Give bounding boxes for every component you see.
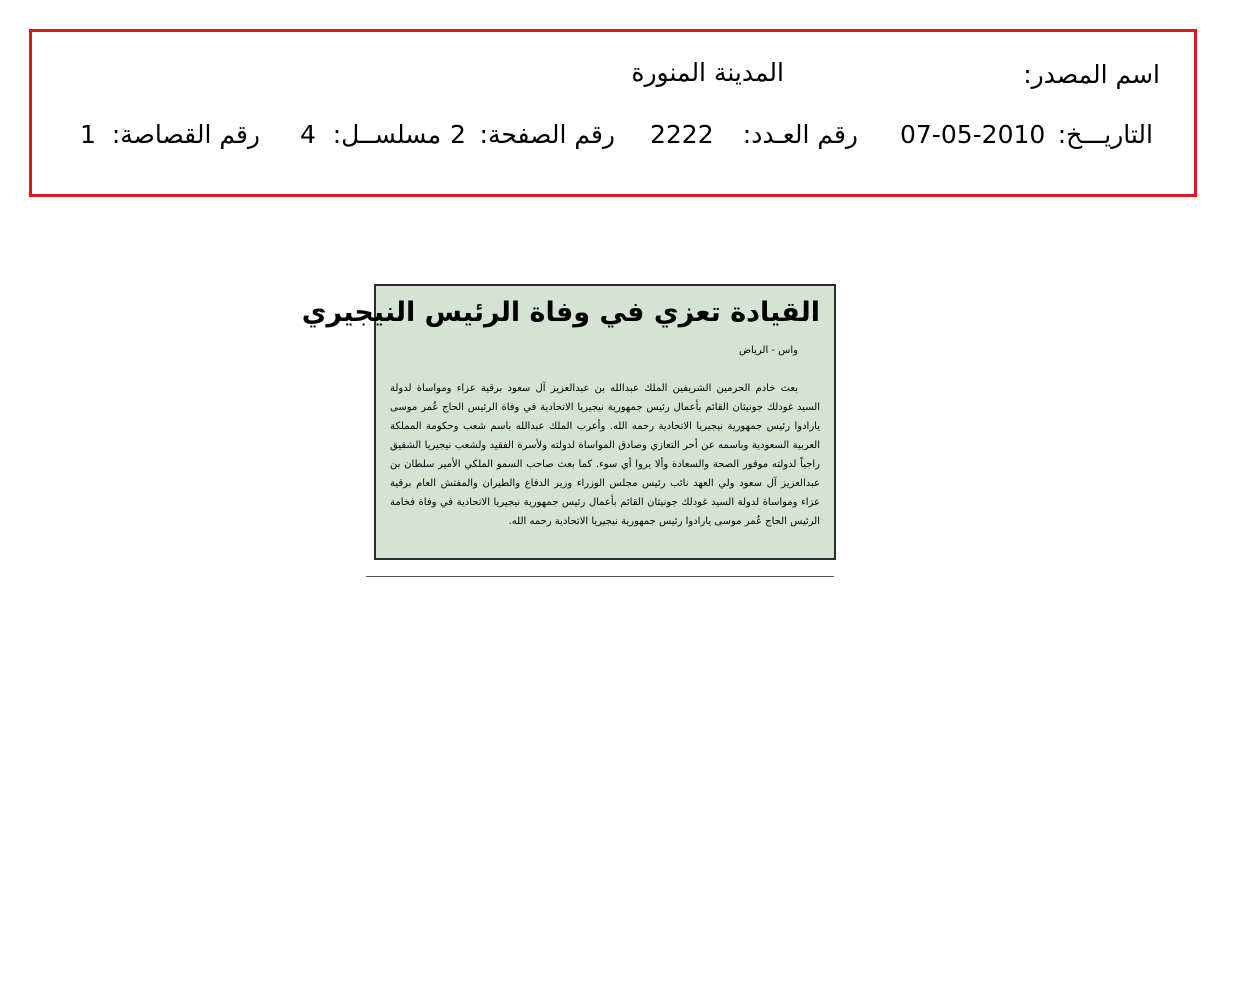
page-value: 2	[450, 120, 466, 149]
source-value: المدينة المنورة	[631, 58, 784, 87]
source-label: اسم المصدر:	[1023, 60, 1160, 89]
article-byline: واس - الرياض	[738, 345, 798, 356]
article-clipping	[301, 284, 836, 560]
issue-label: رقم العـدد:	[742, 120, 858, 149]
page-label: رقم الصفحة:	[479, 120, 615, 149]
article-body: بعث خادم الحرمين الشريفين الملك عبدالله بن عبدالعزيز آل سعود برقية عزاء ومواساة لدولة السيد غودلك جونيثان القائم بأعمال رئيس جمهورية نيجيريا الاتحادية في وفاة الرئيس الحاج عُمر موسى يارادوا رئيس جمهورية نيجيريا الاتحادية رحمه الله. وأعرب الملك عبدالله باسم شعب وحكومة المملكة العربية السعودية وباسمه عن أحر التعازي وصادق المواساة لدولته ولأسرة الفقيد ولشعب نيجيريا الشقيق راجياً لدولته موفور الصحة والسعادة وألا يروا أي سوء. كما بعث صاحب السمو الملكي الأمير سلطان بن عبدالعزيز آل سعود ولي العهد نائب رئيس مجلس الوزراء وزير الدفاع والطيران والمفتش العام برقية عزاء ومواساة لدولة السيد غودلك جونيثان القائم بأعمال رئيس جمهورية نيجيريا الاتحادية في وفاة فخامة الرئيس الحاج عُمر موسى يارادوا رئيس جمهورية نيجيريا الاتحادية رحمه الله.	[390, 383, 820, 527]
serial-label: مسلســل:	[332, 120, 441, 149]
serial-value: 4	[300, 120, 316, 149]
article-headline: القيادة تعزي في وفاة الرئيس النيجيري	[301, 297, 820, 328]
metadata-frame	[29, 29, 1197, 197]
divider-line	[366, 576, 834, 577]
clipping-value: 1	[80, 120, 96, 149]
date-label: التاريـــخ:	[1057, 120, 1153, 149]
date-value: 07-05-2010	[900, 120, 1046, 149]
clipping-label: رقم القصاصة:	[111, 120, 260, 149]
issue-value: 2222	[650, 120, 714, 149]
